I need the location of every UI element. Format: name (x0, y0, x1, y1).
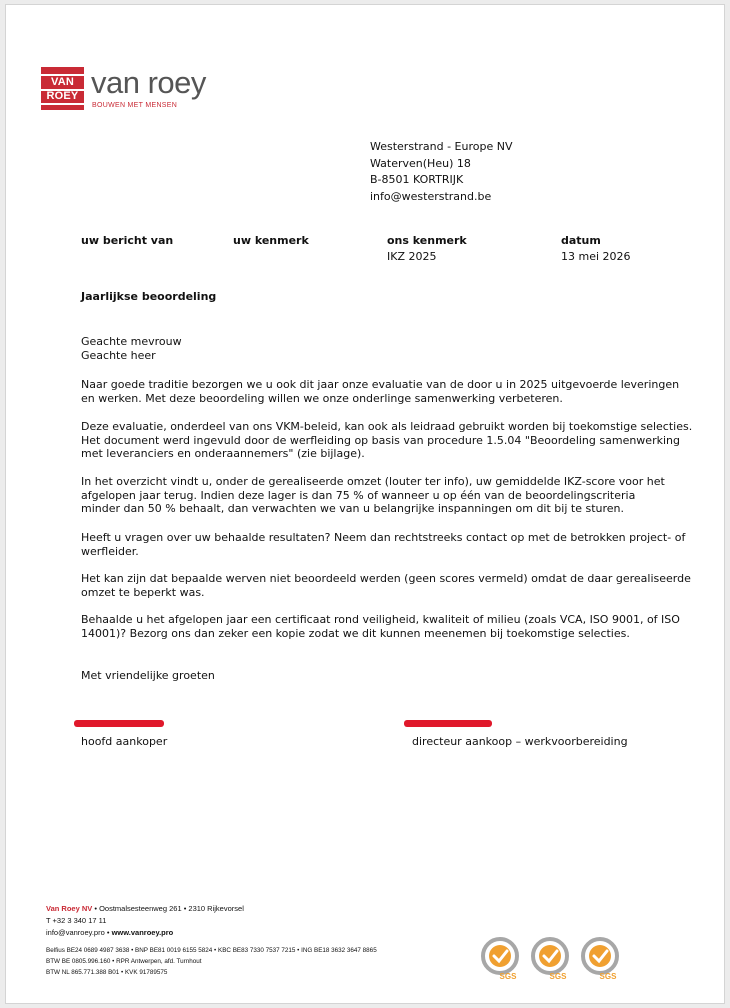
footer-separator: • (104, 928, 112, 937)
footer-address: • Oostmalsesteenweg 261 • 2310 Rijkevorsel (92, 904, 244, 913)
sgs-label: SGS (499, 972, 517, 981)
recipient-street: Waterven(Heu) 18 (370, 156, 471, 170)
footer-company-line (46, 904, 244, 913)
footer-bank-accounts: Belfius BE24 0689 4987 3638 • BNP BE81 0019 6155 5824 • KBC BE83 7330 7537 7215 • ING BE18 3632 3647 8865 (46, 947, 377, 954)
paragraph-line: 14001)? Bezorg ons dan zeker een kopie zodat we dit kunnen meenemen bij toekomstige selecties. (81, 626, 630, 640)
brand-name: van roey (91, 65, 206, 100)
label-datum: datum (561, 234, 601, 247)
left-signatory-title: hoofd aankoper (81, 735, 168, 748)
paragraph-line: Deze evaluatie, onderdeel van ons VKM-beleid, kan ook als leidraad gebruikt worden bij toekomstige selecties. (81, 420, 693, 433)
salutation-line: Geachte heer (81, 348, 156, 362)
body-paragraph (81, 531, 701, 558)
footer-btw-be: BTW BE 0805.996.160 • RPR Antwerpen, afd. Turnhout (46, 958, 202, 965)
label-uw-bericht-van: uw bericht van (81, 234, 174, 247)
footer-phone: T +32 3 340 17 11 (46, 916, 107, 925)
subject-line: Jaarlijkse beoordeling (81, 290, 217, 303)
paragraph-line: minder dan 50 % behaalt, dan verwachten we van u belangrijke inspanningen om dit bij te sturen. (81, 502, 624, 515)
paragraph-line: afgelopen jaar terug. Indien deze lager is dan 75 % of wanneer u op één van de beoordelingscriteria (81, 488, 636, 502)
right-signatory-title: directeur aankoop – werkvoorbereiding (412, 735, 628, 748)
paragraph-line: Het document werd ingevuld door de werfleiding op basis van procedure 1.5.04 "Beoordeling samenwerking (81, 433, 680, 447)
body-paragraph (81, 613, 701, 640)
label-ons-kenmerk: ons kenmerk (387, 234, 467, 247)
logo-word-van: VAN (50, 76, 74, 88)
footer-email[interactable]: info@vanroey.pro (46, 928, 105, 937)
paragraph-line: Behaalde u het afgelopen jaar een certificaat rond veiligheid, kwaliteit of milieu (zoals VCA, ISO 9001, of ISO (81, 613, 680, 626)
letter-page (6, 5, 724, 1003)
paragraph-line: en werken. Met deze beoordeling willen we onze onderlinge samenwerking verbeteren. (81, 391, 563, 405)
body-paragraph (81, 420, 701, 461)
paragraph-line: Naar goede traditie bezorgen we u ook dit jaar onze evaluatie van de door u in 2025 uitgevoerde leveringen (81, 378, 680, 391)
paragraph-line: werfleider. (81, 544, 139, 558)
body-paragraph (81, 378, 701, 405)
recipient-email: info@westerstrand.be (370, 189, 492, 203)
paragraph-line: In het overzicht vindt u, onder de gerealiseerde omzet (louter ter info), uw gemiddelde IKZ-score voor het (81, 475, 665, 488)
logo-word-roey: ROEY (46, 90, 79, 102)
sgs-certification-badge (578, 937, 622, 981)
our-reference-value: IKZ 2025 (387, 250, 437, 263)
sgs-label: SGS (549, 972, 567, 981)
recipient-company: Westerstrand - Europe NV (370, 140, 513, 153)
sgs-certification-badge (478, 937, 522, 981)
recipient-city: B-8501 KORTRIJK (370, 173, 464, 186)
footer-website[interactable]: www.vanroey.pro (111, 928, 174, 937)
recipient-address (370, 139, 513, 205)
paragraph-line: Het kan zijn dat bepaalde werven niet beoordeeld werden (geen scores vermeld) omdat de daar gerealiseerde (81, 572, 691, 585)
label-uw-kenmerk: uw kenmerk (233, 234, 309, 247)
salutation-line: Geachte mevrouw (81, 335, 182, 348)
brand-tagline: BOUWEN MET MENSEN (92, 102, 178, 109)
van-roey-logo-mark (41, 67, 84, 110)
redacted-signatory-name (74, 720, 164, 727)
footer-btw-nl: BTW NL 865.771.388 B01 • KVK 91789575 (46, 969, 168, 976)
date-value: 13 mei 2026 (561, 250, 631, 263)
salutation (81, 335, 701, 362)
footer-company-name: Van Roey NV (46, 904, 93, 913)
closing-line: Met vriendelijke groeten (81, 669, 215, 682)
sgs-label: SGS (599, 972, 617, 981)
body-paragraph (81, 572, 701, 599)
redacted-signatory-name (404, 720, 492, 727)
sgs-certification-badge (528, 937, 572, 981)
paragraph-line: omzet te beperkt was. (81, 585, 205, 599)
body-paragraph (81, 475, 701, 516)
paragraph-line: met leveranciers en onderaannemers" (zie bijlage). (81, 447, 365, 460)
paragraph-line: Heeft u vragen over uw behaalde resultaten? Neem dan rechtstreeks contact op met de betrokken project- of (81, 531, 686, 544)
footer-contact-line (46, 928, 173, 937)
